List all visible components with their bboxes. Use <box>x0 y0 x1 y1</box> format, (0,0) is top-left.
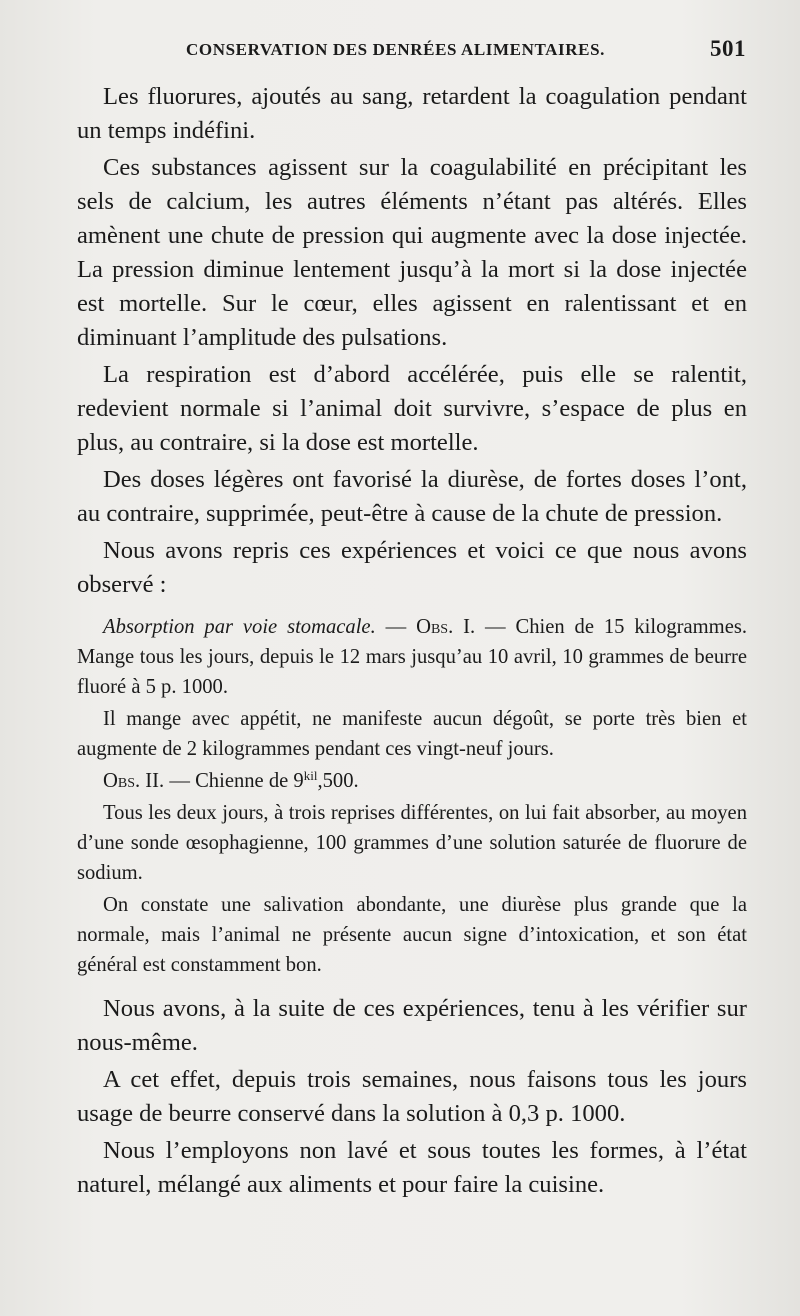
obs1-text: — Chien de 15 kilogrammes. Mange tous les jours, depuis le 12 mars jusqu’au 10 avril, 10 grammes de beurre fluoré à 5 p. 1000. <box>77 616 747 698</box>
obs2-text-after: ,500. <box>317 770 359 792</box>
observations-section <box>77 612 747 980</box>
obs2-label: Obs. II. <box>103 770 165 792</box>
main-section <box>77 80 747 602</box>
obs1-dash: — <box>375 616 417 638</box>
observation-2 <box>77 766 747 796</box>
observation-1-detail: Il mange avec appétit, ne manifeste aucun dégoût, se porte très bien et augmente de 2 kilogrammes pendant ces vingt-neuf jours. <box>77 708 747 760</box>
paragraph-experiences: Nous avons repris ces expériences et voici ce que nous avons observé : <box>77 537 747 598</box>
paragraph-substances: Ces substances agissent sur la coagulabilité en précipitant les sels de calcium, les autres éléments n’étant pas altérés. Elles amènent une chute de pression qui augmente avec la dose injectée. La pression diminue lentement jusqu’à la mort si la dose injectée est mortelle. Sur le cœur, elles agissent en ralentissant et en diminuant l’amplitude des pulsations. <box>77 154 747 351</box>
page-number: 501 <box>710 36 746 61</box>
observation-1 <box>77 612 747 702</box>
obs1-label: Obs. I. <box>416 616 476 638</box>
conclusion-section <box>77 992 747 1202</box>
observation-2-result: On constate une salivation abondante, une diurèse plus grande que la normale, mais l’animal ne présente aucun signe d’intoxication, et son état général est constamment bon. <box>77 894 747 976</box>
obs1-heading: Absorption par voie stomacale. <box>103 616 376 638</box>
obs2-text-before: — Chienne de 9 <box>164 770 304 792</box>
paragraph-fluorures: Les fluorures, ajoutés au sang, retardent la coagulation pendant un temps indéfini. <box>77 83 747 144</box>
paragraph-respiration: La respiration est d’abord accélérée, puis elle se ralentit, redevient normale si l’animal doit survivre, s’espace de plus en plus, au contraire, si la dose est mortelle. <box>77 361 747 456</box>
observation-2-detail: Tous les deux jours, à trois reprises différentes, on lui fait absorber, au moyen d’une sonde œsophagienne, 100 grammes d’une solution saturée de fluorure de sodium. <box>77 802 747 884</box>
paragraph-employons: Nous l’employons non lavé et sous toutes les formes, à l’état naturel, mélangé aux aliments et pour faire la cuisine. <box>77 1137 747 1198</box>
paragraph-doses: Des doses légères ont favorisé la diurèse, de fortes doses l’ont, au contraire, supprimée, peut-être à cause de la chute de pression. <box>77 466 747 527</box>
paragraph-verifier: Nous avons, à la suite de ces expériences, tenu à les vérifier sur nous-même. <box>77 995 747 1056</box>
running-title: CONSERVATION DES DENRÉES ALIMENTAIRES. <box>186 40 605 59</box>
body-text <box>77 80 747 1202</box>
obs2-sup: kil <box>303 768 318 783</box>
paragraph-effet: A cet effet, depuis trois semaines, nous faisons tous les jours usage de beurre conservé dans la solution à 0,3 p. 1000. <box>77 1066 747 1127</box>
